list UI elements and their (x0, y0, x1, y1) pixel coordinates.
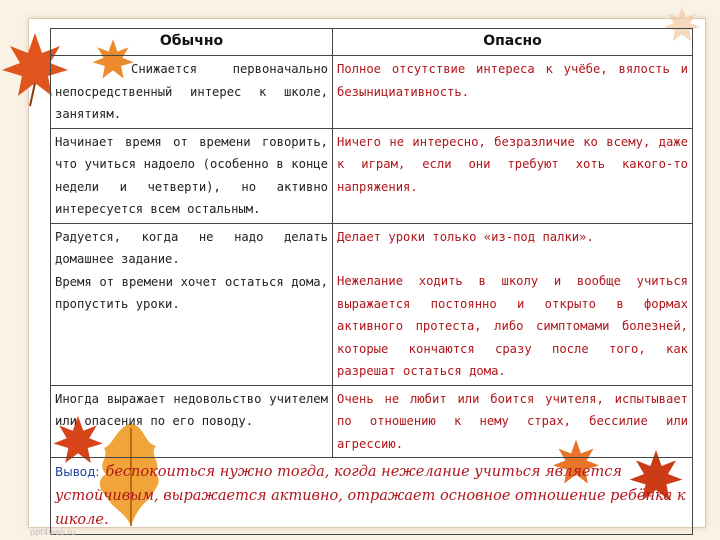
dangerous-cell (333, 223, 693, 385)
usual-cell (51, 56, 333, 129)
usual-cell (51, 385, 333, 458)
conclusion-text: беспокоиться нужно тогда, когда нежелание учиться является устойчивым, выражается активно, отражает основное отношение ребёнка к школе. (55, 464, 686, 528)
conclusion-row (51, 458, 693, 535)
watermark: ppt4web.ru (30, 528, 76, 537)
dangerous-text: Полное отсутствие интереса к учёбе, вялость и безынициативность. (337, 62, 688, 99)
header-usual: Обычно (51, 29, 333, 56)
table-row (51, 56, 693, 129)
usual-text: Время от времени хочет остаться дома, пропустить уроки. (55, 274, 328, 311)
comparison-table (50, 28, 693, 535)
usual-text: Иногда выражает недовольство учителем или опасения по его поводу. (55, 391, 328, 428)
usual-text: Радуется, когда не надо делать домашнее задание. (55, 229, 328, 266)
dangerous-text: Нежелание ходить в школу и вообще учиться выражается постоянно и открыто в формах активного протеста, либо симптомами болезней, которые кончаются сразу после того, как разрешат остаться дома. (337, 274, 688, 378)
usual-text: Начинает время от времени говорить, что учиться надоело (особенно в конце недели и четверти), но активно интересуется всем остальным. (55, 134, 328, 216)
dangerous-cell (333, 56, 693, 129)
dangerous-text: Ничего не интересно, безразличие ко всему, даже к играм, если они требуют хоть какого-то напряжения. (337, 134, 688, 194)
dangerous-text: Очень не любит или боится учителя, испытывает по отношению к нему страх, бессилие или агрессию. (337, 391, 688, 451)
usual-cell (51, 128, 333, 223)
conclusion-cell (51, 458, 693, 535)
table-header-row (51, 29, 693, 56)
header-dangerous: Опасно (333, 29, 693, 56)
table-row (51, 128, 693, 223)
dangerous-cell (333, 128, 693, 223)
conclusion-label: Вывод: (55, 465, 100, 479)
table-row (51, 223, 693, 385)
dangerous-cell (333, 385, 693, 458)
usual-cell (51, 223, 333, 385)
dangerous-text: Делает уроки только «из-под палки». (337, 229, 594, 244)
usual-text: Снижается первоначально непосредственный интерес к школе, занятиям. (55, 62, 328, 121)
table-row (51, 385, 693, 458)
